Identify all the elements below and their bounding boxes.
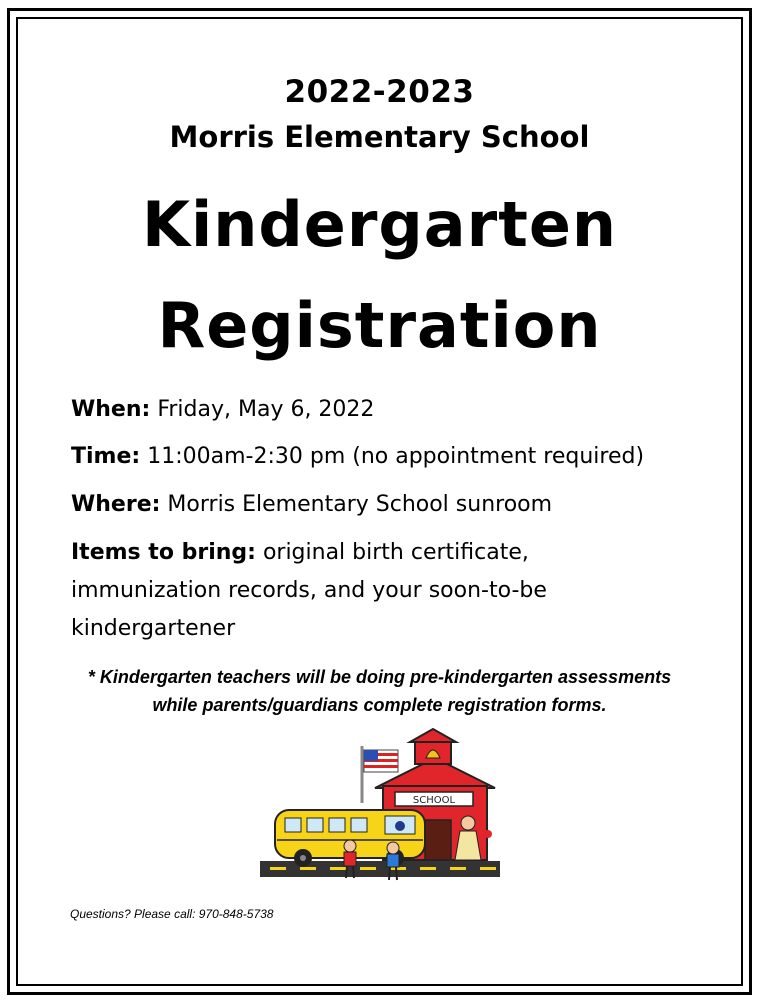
american-flag-icon [364, 750, 398, 772]
items-value: original birth certificate, immunization records, and your soon-to-be kindergartener [71, 540, 547, 641]
items-row [71, 534, 591, 648]
title-registration: Registration [157, 289, 602, 362]
school-sign-text: SCHOOL [412, 795, 456, 806]
where-label: Where: [71, 492, 161, 517]
contact-phone: Questions? Please call: 970-848-5738 [70, 907, 274, 921]
time-value: 11:00am-2:30 pm (no appointment required) [147, 444, 645, 469]
items-label: Items to bring: [71, 540, 256, 565]
time-label: Time: [71, 444, 141, 469]
when-label: When: [71, 397, 151, 422]
where-row [71, 486, 552, 524]
when-row [71, 391, 374, 429]
assessment-note [40, 663, 719, 719]
apple-icon [484, 830, 492, 838]
where-value: Morris Elementary School sunroom [167, 492, 553, 517]
note-line-2: while parents/guardians complete registration forms. [152, 695, 607, 715]
time-row [71, 438, 644, 476]
school-name: Morris Elementary School [169, 120, 590, 154]
school-year: 2022-2023 [284, 74, 475, 110]
note-line-1: * Kindergarten teachers will be doing pre-kindergarten assessments [87, 667, 672, 687]
when-value: Friday, May 6, 2022 [157, 397, 375, 422]
title-kindergarten: Kindergarten [141, 188, 618, 261]
school-bus-illustration [255, 728, 505, 898]
